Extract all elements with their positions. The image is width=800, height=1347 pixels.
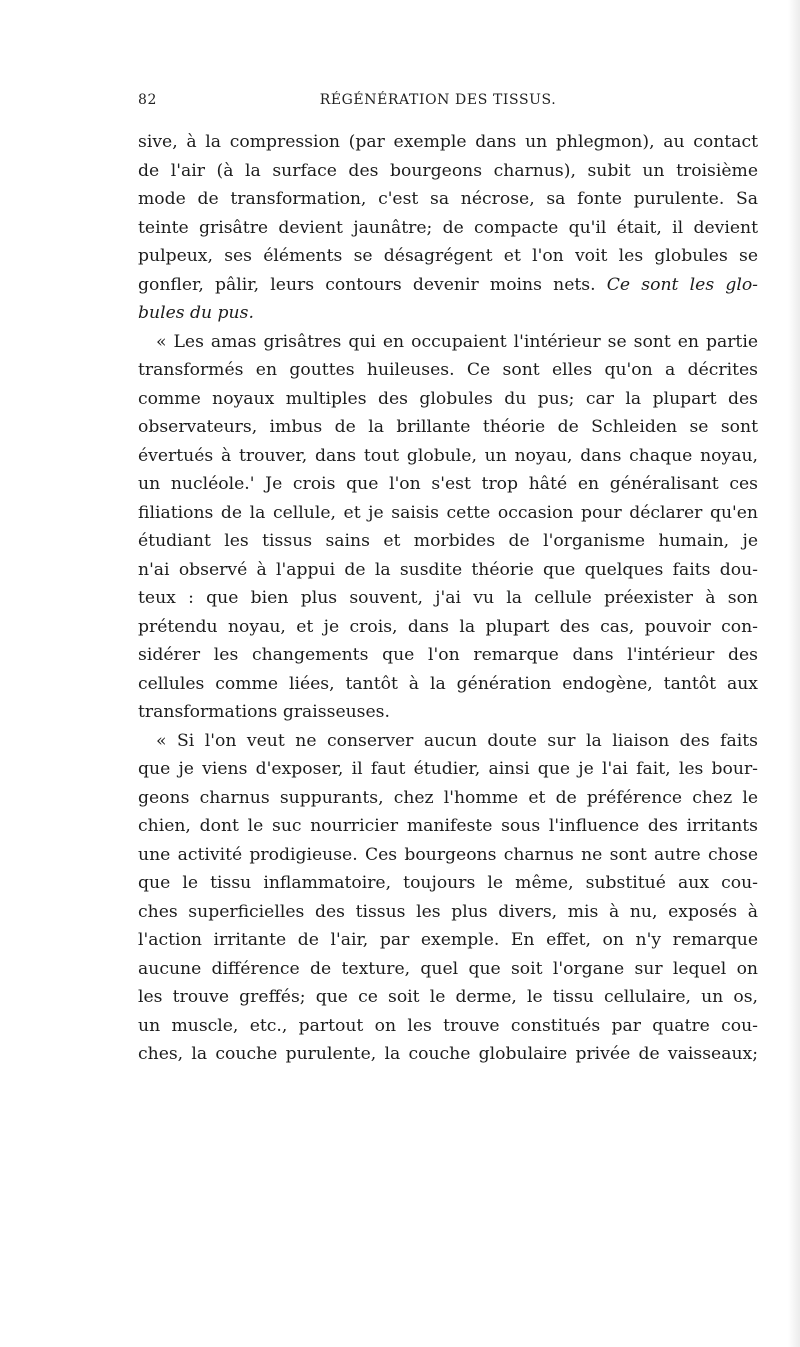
text-line: l'action irritante de l'air, par exemple. En effet, on n'y remarque [138,930,758,950]
text-line: geons charnus suppurants, chez l'homme et de préférence chez le [138,787,758,808]
text-line: une activité prodigieuse. Ces bourgeons charnus ne sont autre chose [138,844,758,865]
running-head [138,92,760,116]
text-line: aucune différence de texture, quel que soit l'organe sur lequel on [138,958,758,979]
text-line: teinte grisâtre devient jaunâtre; de compacte qu'il était, il devient [138,217,758,238]
text-line: « Les amas grisâtres qui en occupaient l'intérieur se sont en partie [156,331,758,352]
text-line: sive, à la compression (par exemple dans un phlegmon), au contact [138,132,758,152]
text-line: un nucléole.' Je crois que l'on s'est trop hâté en généralisant ces [138,474,758,494]
text-line: transformations graisseuses. [138,702,390,722]
text-line: chien, dont le suc nourricier manifeste sous l'influence des irritants [138,816,758,836]
text-line: « Si l'on veut ne conserver aucun doute sur la liaison des faits [156,730,758,751]
text-line: que je viens d'exposer, il faut étudier, ainsi que je l'ai fait, les bour- [138,759,758,779]
text-line: ches superficielles des tissus les plus divers, mis à nu, exposés à [138,901,758,922]
text-line: ches, la couche purulente, la couche globulaire privée de vaisseaux; [138,1044,758,1064]
text-line: observateurs, imbus de la brillante théorie de Schleiden se sont [138,417,758,437]
text-line: les trouve greffés; que ce soit le derme, le tissu cellulaire, un os, [138,987,758,1007]
text-line: évertués à trouver, dans tout globule, un noyau, dans chaque noyau, [138,445,758,466]
page-number: 82 [138,92,158,108]
text-line: prétendu noyau, et je crois, dans la plupart des cas, pouvoir con- [138,616,758,637]
text-line: étudiant les tissus sains et morbides de l'organisme humain, je [138,531,758,551]
text-line: de l'air (à la surface des bourgeons charnus), subit un troisième [138,160,758,181]
text-line: filiations de la cellule, et je saisis cette occasion pour déclarer qu'en [138,502,758,523]
italic-phrase: Ce sont les glo- [606,274,758,295]
italic-line [138,299,758,328]
text-line: pulpeux, ses éléments se désagrégent et l'on voit les globules se [138,246,758,266]
text-line: comme noyaux multiples des globules du pus; car la plupart des [138,388,758,409]
text-line: teux : que bien plus souvent, j'ai vu la cellule préexister à son [138,588,758,608]
text-line: un muscle, etc., partout on les trouve constitués par quatre cou- [138,1015,758,1036]
text-line: mode de transformation, c'est sa nécrose, sa fonte purulente. Sa [138,189,758,209]
text-line: n'ai observé à l'appui de la susdite théorie que quelques faits dou- [138,559,758,580]
text-line: transformés en gouttes huileuses. Ce sont elles qu'on a décrites [138,360,758,380]
text-line: sidérer les changements que l'on remarque dans l'intérieur des [138,645,758,665]
italic-phrase: bules du pus. [138,303,254,323]
running-title: RÉGÉNÉRATION DES TISSUS. [319,92,557,108]
text-segment: gonfler, pâlir, leurs contours devenir moins nets. [138,274,596,295]
text-line-with-italic [138,271,758,300]
text-line: que le tissu inflammatoire, toujours le même, substitué aux cou- [138,873,758,893]
page-edge-shadow [788,0,800,1347]
body-text [138,128,758,1069]
text-line: cellules comme liées, tantôt à la génération endogène, tantôt aux [138,673,758,694]
